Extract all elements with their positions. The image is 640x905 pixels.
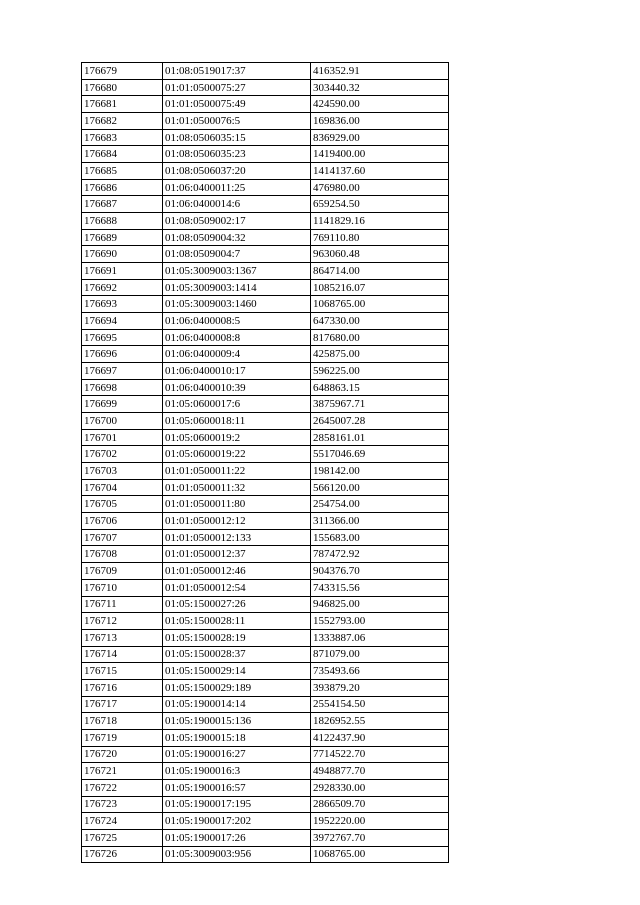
cadastral-number-cell: 01:05:0600018:11 (163, 413, 311, 430)
value-cell: 3972767.70 (311, 829, 449, 846)
cadastral-number-cell: 01:01:0500012:133 (163, 529, 311, 546)
cadastral-number-cell: 01:05:3009003:956 (163, 846, 311, 863)
record-number-cell: 176706 (82, 513, 163, 530)
record-number-cell: 176687 (82, 196, 163, 213)
record-number-cell: 176695 (82, 329, 163, 346)
cadastral-number-cell: 01:05:1900015:18 (163, 729, 311, 746)
table-row (82, 363, 449, 380)
value-cell: 871079.00 (311, 646, 449, 663)
record-number-cell: 176703 (82, 463, 163, 480)
record-number-cell: 176679 (82, 63, 163, 80)
value-cell: 1141829.16 (311, 213, 449, 230)
value-cell: 743315.56 (311, 579, 449, 596)
records-table (81, 62, 449, 863)
record-number-cell: 176680 (82, 79, 163, 96)
record-number-cell: 176684 (82, 146, 163, 163)
record-number-cell: 176683 (82, 129, 163, 146)
table-row (82, 113, 449, 130)
table-row (82, 263, 449, 280)
table-row (82, 763, 449, 780)
value-cell: 596225.00 (311, 363, 449, 380)
value-cell: 1414137.60 (311, 163, 449, 180)
cadastral-number-cell: 01:05:1500028:37 (163, 646, 311, 663)
cadastral-number-cell: 01:08:0506037:20 (163, 163, 311, 180)
cadastral-number-cell: 01:06:0400008:8 (163, 329, 311, 346)
value-cell: 648863.15 (311, 379, 449, 396)
cadastral-number-cell: 01:08:0506035:23 (163, 146, 311, 163)
value-cell: 864714.00 (311, 263, 449, 280)
cadastral-number-cell: 01:06:0400014:6 (163, 196, 311, 213)
cadastral-number-cell: 01:05:1900016:3 (163, 763, 311, 780)
cadastral-number-cell: 01:05:1500029:189 (163, 679, 311, 696)
cadastral-number-cell: 01:05:1500027:26 (163, 596, 311, 613)
value-cell: 416352.91 (311, 63, 449, 80)
value-cell: 836929.00 (311, 129, 449, 146)
value-cell: 424590.00 (311, 96, 449, 113)
record-number-cell: 176711 (82, 596, 163, 613)
value-cell: 155683.00 (311, 529, 449, 546)
table-row (82, 296, 449, 313)
table-row (82, 479, 449, 496)
cadastral-number-cell: 01:05:0600019:2 (163, 429, 311, 446)
cadastral-number-cell: 01:05:1900016:27 (163, 746, 311, 763)
table-row (82, 579, 449, 596)
value-cell: 1952220.00 (311, 813, 449, 830)
value-cell: 311366.00 (311, 513, 449, 530)
table-row (82, 613, 449, 630)
value-cell: 1419400.00 (311, 146, 449, 163)
value-cell: 1552793.00 (311, 613, 449, 630)
value-cell: 476980.00 (311, 179, 449, 196)
value-cell: 787472.92 (311, 546, 449, 563)
record-number-cell: 176682 (82, 113, 163, 130)
table-row (82, 846, 449, 863)
cadastral-number-cell: 01:05:0600017:6 (163, 396, 311, 413)
table-row (82, 346, 449, 363)
value-cell: 169836.00 (311, 113, 449, 130)
record-number-cell: 176707 (82, 529, 163, 546)
cadastral-number-cell: 01:06:0400010:17 (163, 363, 311, 380)
value-cell: 735493.66 (311, 663, 449, 680)
cadastral-number-cell: 01:05:1900017:26 (163, 829, 311, 846)
record-number-cell: 176692 (82, 279, 163, 296)
cadastral-number-cell: 01:01:0500075:27 (163, 79, 311, 96)
table-row (82, 429, 449, 446)
table-row (82, 146, 449, 163)
cadastral-number-cell: 01:08:0506035:15 (163, 129, 311, 146)
cadastral-number-cell: 01:05:1900017:202 (163, 813, 311, 830)
cadastral-number-cell: 01:01:0500012:37 (163, 546, 311, 563)
value-cell: 1068765.00 (311, 846, 449, 863)
record-number-cell: 176718 (82, 713, 163, 730)
cadastral-number-cell: 01:06:0400010:39 (163, 379, 311, 396)
cadastral-number-cell: 01:05:1900015:136 (163, 713, 311, 730)
cadastral-number-cell: 01:05:1900016:57 (163, 779, 311, 796)
table-row (82, 213, 449, 230)
table-row (82, 413, 449, 430)
record-number-cell: 176693 (82, 296, 163, 313)
cadastral-number-cell: 01:08:0519017:37 (163, 63, 311, 80)
cadastral-number-cell: 01:05:1500029:14 (163, 663, 311, 680)
record-number-cell: 176699 (82, 396, 163, 413)
table-row (82, 713, 449, 730)
value-cell: 963060.48 (311, 246, 449, 263)
table-row (82, 379, 449, 396)
record-number-cell: 176696 (82, 346, 163, 363)
record-number-cell: 176681 (82, 96, 163, 113)
value-cell: 946825.00 (311, 596, 449, 613)
value-cell: 198142.00 (311, 463, 449, 480)
cadastral-number-cell: 01:05:1900017:195 (163, 796, 311, 813)
cadastral-number-cell: 01:01:0500011:80 (163, 496, 311, 513)
value-cell: 1826952.55 (311, 713, 449, 730)
value-cell: 2866509.70 (311, 796, 449, 813)
record-number-cell: 176698 (82, 379, 163, 396)
table-row (82, 96, 449, 113)
value-cell: 2645007.28 (311, 413, 449, 430)
value-cell: 904376.70 (311, 563, 449, 580)
cadastral-number-cell: 01:06:0400009:4 (163, 346, 311, 363)
table-row (82, 329, 449, 346)
table-row (82, 746, 449, 763)
record-number-cell: 176723 (82, 796, 163, 813)
record-number-cell: 176690 (82, 246, 163, 263)
table-row (82, 563, 449, 580)
value-cell: 254754.00 (311, 496, 449, 513)
table-row (82, 813, 449, 830)
table-row (82, 696, 449, 713)
table-row (82, 179, 449, 196)
value-cell: 817680.00 (311, 329, 449, 346)
value-cell: 1085216.07 (311, 279, 449, 296)
record-number-cell: 176704 (82, 479, 163, 496)
record-number-cell: 176694 (82, 313, 163, 330)
table-row (82, 463, 449, 480)
table-row (82, 513, 449, 530)
value-cell: 3875967.71 (311, 396, 449, 413)
record-number-cell: 176691 (82, 263, 163, 280)
cadastral-number-cell: 01:01:0500012:46 (163, 563, 311, 580)
value-cell: 659254.50 (311, 196, 449, 213)
table-row (82, 729, 449, 746)
record-number-cell: 176685 (82, 163, 163, 180)
table-row (82, 63, 449, 80)
value-cell: 2858161.01 (311, 429, 449, 446)
cadastral-number-cell: 01:06:0400011:25 (163, 179, 311, 196)
record-number-cell: 176724 (82, 813, 163, 830)
record-number-cell: 176712 (82, 613, 163, 630)
table-row (82, 663, 449, 680)
record-number-cell: 176697 (82, 363, 163, 380)
table-row (82, 629, 449, 646)
cadastral-number-cell: 01:01:0500076:5 (163, 113, 311, 130)
value-cell: 5517046.69 (311, 446, 449, 463)
table-row (82, 646, 449, 663)
cadastral-number-cell: 01:05:1500028:19 (163, 629, 311, 646)
table-row (82, 546, 449, 563)
record-number-cell: 176721 (82, 763, 163, 780)
value-cell: 1068765.00 (311, 296, 449, 313)
table-row (82, 796, 449, 813)
record-number-cell: 176688 (82, 213, 163, 230)
cadastral-number-cell: 01:01:0500012:54 (163, 579, 311, 596)
record-number-cell: 176689 (82, 229, 163, 246)
table-row (82, 229, 449, 246)
value-cell: 4122437.90 (311, 729, 449, 746)
table-row (82, 679, 449, 696)
record-number-cell: 176719 (82, 729, 163, 746)
cadastral-number-cell: 01:05:3009003:1414 (163, 279, 311, 296)
value-cell: 303440.32 (311, 79, 449, 96)
value-cell: 425875.00 (311, 346, 449, 363)
cadastral-number-cell: 01:01:0500011:32 (163, 479, 311, 496)
cadastral-number-cell: 01:06:0400008:5 (163, 313, 311, 330)
record-number-cell: 176708 (82, 546, 163, 563)
record-number-cell: 176700 (82, 413, 163, 430)
table-row (82, 313, 449, 330)
record-number-cell: 176717 (82, 696, 163, 713)
value-cell: 7714522.70 (311, 746, 449, 763)
cadastral-number-cell: 01:05:1900014:14 (163, 696, 311, 713)
table-row (82, 496, 449, 513)
cadastral-number-cell: 01:08:0509002:17 (163, 213, 311, 230)
table-row (82, 779, 449, 796)
record-number-cell: 176701 (82, 429, 163, 446)
cadastral-number-cell: 01:01:0500075:49 (163, 96, 311, 113)
record-number-cell: 176715 (82, 663, 163, 680)
table-row (82, 163, 449, 180)
table-row (82, 279, 449, 296)
cadastral-number-cell: 01:01:0500012:12 (163, 513, 311, 530)
table-row (82, 79, 449, 96)
table-row (82, 129, 449, 146)
table-row (82, 829, 449, 846)
records-table-body (82, 63, 449, 863)
table-row (82, 529, 449, 546)
record-number-cell: 176725 (82, 829, 163, 846)
table-row (82, 446, 449, 463)
table-row (82, 396, 449, 413)
record-number-cell: 176714 (82, 646, 163, 663)
value-cell: 4948877.70 (311, 763, 449, 780)
cadastral-number-cell: 01:05:3009003:1367 (163, 263, 311, 280)
value-cell: 647330.00 (311, 313, 449, 330)
record-number-cell: 176716 (82, 679, 163, 696)
value-cell: 393879.20 (311, 679, 449, 696)
cadastral-number-cell: 01:05:0600019:22 (163, 446, 311, 463)
value-cell: 566120.00 (311, 479, 449, 496)
table-row (82, 246, 449, 263)
cadastral-number-cell: 01:05:1500028:11 (163, 613, 311, 630)
record-number-cell: 176705 (82, 496, 163, 513)
value-cell: 2928330.00 (311, 779, 449, 796)
record-number-cell: 176722 (82, 779, 163, 796)
record-number-cell: 176713 (82, 629, 163, 646)
record-number-cell: 176720 (82, 746, 163, 763)
table-row (82, 596, 449, 613)
value-cell: 769110.80 (311, 229, 449, 246)
record-number-cell: 176710 (82, 579, 163, 596)
cadastral-number-cell: 01:08:0509004:32 (163, 229, 311, 246)
record-number-cell: 176726 (82, 846, 163, 863)
value-cell: 2554154.50 (311, 696, 449, 713)
cadastral-number-cell: 01:05:3009003:1460 (163, 296, 311, 313)
cadastral-number-cell: 01:01:0500011:22 (163, 463, 311, 480)
cadastral-number-cell: 01:08:0509004:7 (163, 246, 311, 263)
record-number-cell: 176702 (82, 446, 163, 463)
table-row (82, 196, 449, 213)
record-number-cell: 176686 (82, 179, 163, 196)
value-cell: 1333887.06 (311, 629, 449, 646)
record-number-cell: 176709 (82, 563, 163, 580)
